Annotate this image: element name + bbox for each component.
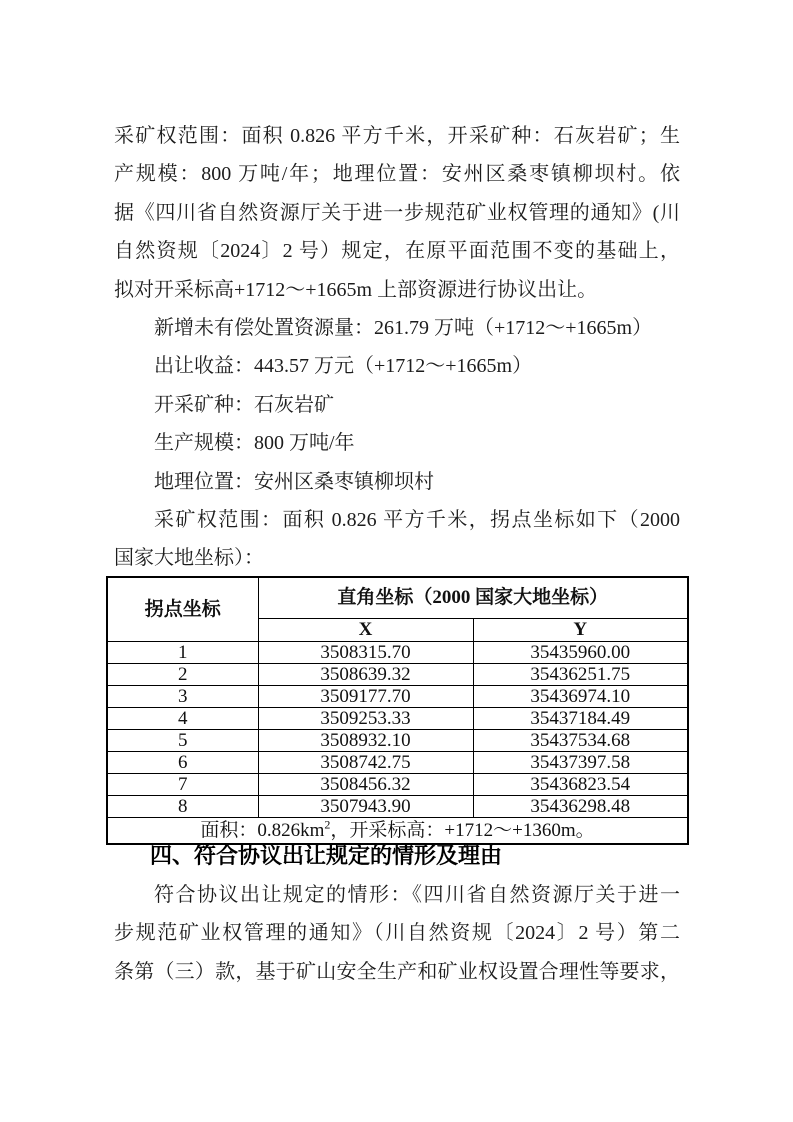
table-row (107, 774, 688, 796)
point-number-cell: 5 (107, 730, 258, 752)
point-number-cell: 6 (107, 752, 258, 774)
para2-line-1: 采矿权范围：面积 0.826 平方千米，拐点坐标如下（2000 (154, 508, 680, 531)
para1-line-2: 产规模：800 万吨/年；地理位置：安州区桑枣镇柳坝村。依 (114, 163, 680, 186)
table-row (107, 752, 688, 774)
point-number-cell: 7 (107, 774, 258, 796)
section4-line-1: 符合协议出让规定的情形：《四川省自然资源厅关于进一 (154, 884, 680, 906)
coord-x-cell: 3507943.90 (258, 796, 473, 818)
coord-x-cell: 3508456.32 (258, 774, 473, 796)
footer-area-text: 面积：0.826km (200, 820, 325, 841)
point-number-cell: 1 (107, 642, 258, 664)
para1-line-1: 采矿权范围：面积 0.826 平方千米，开采矿种：石灰岩矿；生 (114, 125, 680, 147)
coord-y-cell: 35436298.48 (473, 796, 688, 818)
table-row (107, 686, 688, 708)
coord-y-cell: 35437534.68 (473, 730, 688, 752)
info-line-resource-quantity: 新增未有偿处置资源量：261.79 万吨（+1712～+1665m） (154, 316, 653, 339)
coord-x-cell: 3509253.33 (258, 708, 473, 730)
info-line-transfer-income: 出让收益：443.57 万元（+1712～+1665m） (154, 355, 533, 378)
table-row (107, 642, 688, 664)
coord-y-cell: 35436974.10 (473, 686, 688, 708)
coordinates-table-container (106, 576, 687, 845)
point-number-cell: 8 (107, 796, 258, 818)
point-number-cell: 4 (107, 708, 258, 730)
coord-x-cell: 3508315.70 (258, 642, 473, 664)
coord-x-cell: 3508639.32 (258, 664, 473, 686)
footer-elevation-text: ，开采标高：+1712～+1360m。 (330, 820, 595, 841)
para1-line-5: 拟对开采标高+1712～+1665m 上部资源进行协议出让。 (114, 278, 598, 301)
section4-line-3: 条第（三）款，基于矿山安全生产和矿业权设置合理性等要求， (114, 960, 680, 983)
para1-line-4: 自然资规〔2024〕2 号）规定，在原平面范围不变的基础上， (114, 240, 680, 263)
section-four-paragraph (114, 876, 680, 991)
info-line-location: 地理位置：安州区桑枣镇柳坝村 (154, 470, 434, 493)
section4-line-2: 步规范矿业权管理的通知》（川自然资规〔2024〕2 号）第二 (114, 922, 680, 945)
table-row (107, 708, 688, 730)
group-header-cell: 直角坐标（2000 国家大地坐标） (258, 577, 688, 619)
coord-y-cell: 35437397.58 (473, 752, 688, 774)
corner-header-cell: 拐点坐标 (107, 577, 258, 642)
coord-x-cell: 3508932.10 (258, 730, 473, 752)
coordinates-table (106, 576, 689, 845)
table-row (107, 730, 688, 752)
coord-y-cell: 35435960.00 (473, 642, 688, 664)
section-four-heading: 四、符合协议出让规定的情形及理由 (150, 843, 503, 868)
table-row (107, 796, 688, 818)
coord-y-cell: 35437184.49 (473, 708, 688, 730)
coord-x-cell: 3508742.75 (258, 752, 473, 774)
info-line-mineral-type: 开采矿种：石灰岩矿 (154, 393, 334, 416)
main-text-block (114, 117, 680, 578)
table-footer-row (107, 818, 688, 845)
point-number-cell: 3 (107, 686, 258, 708)
table-row (107, 664, 688, 686)
table-header-row (107, 577, 688, 619)
point-number-cell: 2 (107, 664, 258, 686)
col-y-header: Y (473, 619, 688, 642)
coord-y-cell: 35436251.75 (473, 664, 688, 686)
para2-line-2: 国家大地坐标）： (114, 547, 264, 570)
para1-line-3: 据《四川省自然资源厅关于进一步规范矿业权管理的通知》(川 (114, 201, 680, 224)
info-line-production-scale: 生产规模：800 万吨/年 (154, 432, 355, 455)
table-footer-cell (107, 818, 688, 845)
col-x-header: X (258, 619, 473, 642)
coord-x-cell: 3509177.70 (258, 686, 473, 708)
coord-y-cell: 35436823.54 (473, 774, 688, 796)
footer-superscript: 2 (324, 817, 331, 832)
